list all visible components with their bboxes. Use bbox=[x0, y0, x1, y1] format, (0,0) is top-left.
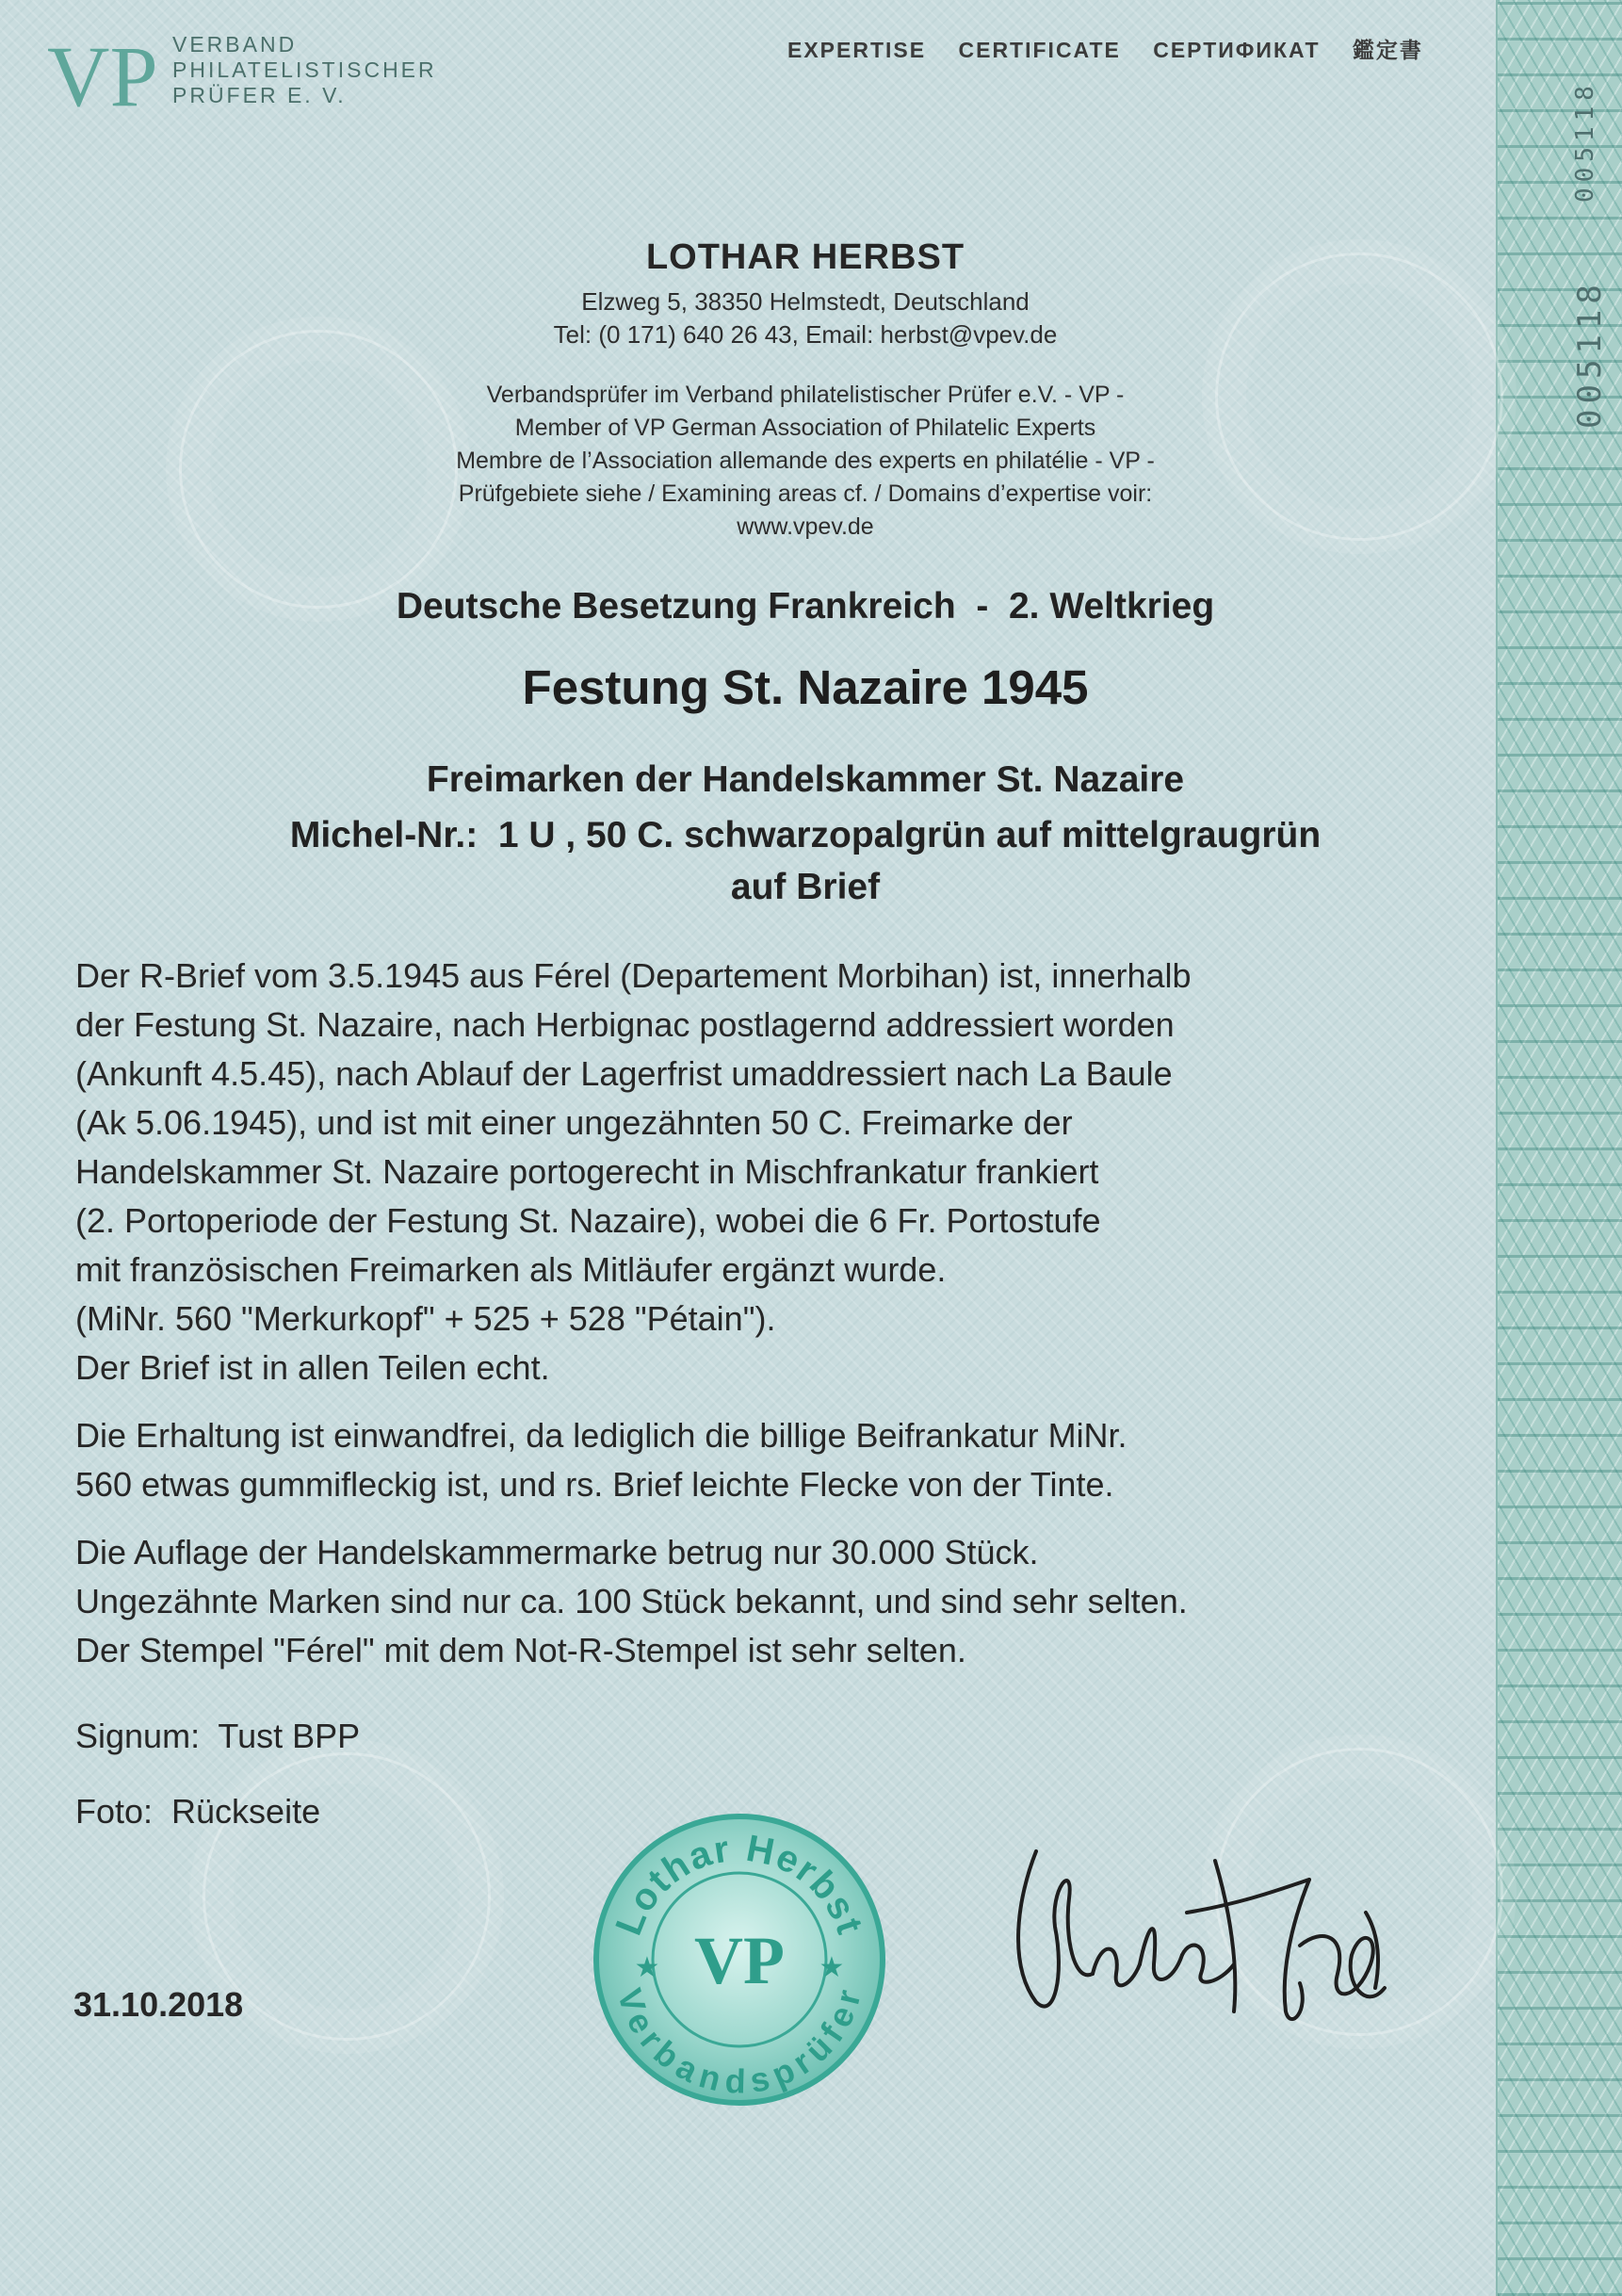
org-name-line: PHILATELISTISCHER bbox=[172, 57, 437, 82]
serial-number-large: 005118 bbox=[1571, 279, 1609, 429]
body-line: Die Erhaltung ist einwandfrei, da lediglich die billige Beifrankatur MiNr. bbox=[75, 1416, 1127, 1455]
body-paragraph bbox=[75, 952, 1488, 1392]
svg-text:VP: VP bbox=[694, 1923, 785, 1998]
body-line: (Ak 5.06.1945), und ist mit einer ungezähnten 50 C. Freimarke der bbox=[75, 1103, 1073, 1142]
org-name-line: VERBAND bbox=[172, 32, 298, 57]
body-line: (MiNr. 560 "Merkurkopf" + 525 + 528 "Pétain"). bbox=[75, 1299, 776, 1338]
svg-text:★: ★ bbox=[634, 1952, 660, 1983]
body-line: Der Brief ist in allen Teilen echt. bbox=[75, 1348, 550, 1387]
cert-label: СЕРТИФИКАТ bbox=[1153, 38, 1321, 62]
body-paragraph bbox=[75, 1411, 1488, 1509]
handwritten-signature bbox=[998, 1823, 1413, 2049]
serial-number-small: 005118 bbox=[1571, 80, 1599, 203]
svg-text:★: ★ bbox=[819, 1952, 845, 1983]
expert-name: LOTHAR HERBST bbox=[645, 237, 965, 277]
signum-line: Signum: Tust BPP bbox=[75, 1717, 361, 1755]
on-cover-label: auf Brief bbox=[730, 867, 881, 907]
org-name-line: PRÜFER E. V. bbox=[172, 83, 347, 107]
body-line: Ungezähnte Marken sind nur ca. 100 Stück bekannt, und sind sehr selten. bbox=[75, 1582, 1188, 1620]
cert-label: EXPERTISE bbox=[787, 38, 927, 62]
membership-line: Membre de l’Association allemande des experts en philatélie - VP - bbox=[456, 448, 1155, 474]
body-line: der Festung St. Nazaire, nach Herbignac postlagernd addressiert worden bbox=[75, 1005, 1175, 1044]
body-line: Handelskammer St. Nazaire portogerecht in Mischfrankatur frankiert bbox=[75, 1152, 1099, 1191]
cert-label: 鑑定書 bbox=[1352, 38, 1423, 62]
body-paragraph bbox=[75, 1528, 1488, 1675]
svg-text:Verbandsprüfer: Verbandsprüfer bbox=[609, 1983, 869, 2101]
body-line: Der R-Brief vom 3.5.1945 aus Férel (Departement Morbihan) ist, innerhalb bbox=[75, 956, 1192, 995]
cert-label: CERTIFICATE bbox=[958, 38, 1121, 62]
organization-name bbox=[172, 32, 437, 108]
body-line: 560 etwas gummifleckig ist, und rs. Brief leichte Flecke von der Tinte. bbox=[75, 1465, 1114, 1504]
membership-line: Prüfgebiete siehe / Examining areas cf. / Domains d’expertise voir: bbox=[458, 480, 1153, 507]
stamp-series: Freimarken der Handelskammer St. Nazaire bbox=[426, 759, 1185, 800]
expert-contact: Tel: (0 171) 640 26 43, Email: herbst@vpev.de bbox=[553, 320, 1058, 349]
hologram-seal bbox=[589, 1809, 890, 2110]
body-line: (Ankunft 4.5.45), nach Ablauf der Lagerfrist umaddressiert nach La Baule bbox=[75, 1054, 1173, 1093]
svg-text:Lothar Herbst: Lothar Herbst bbox=[608, 1827, 871, 1941]
body-line: (2. Portoperiode der Festung St. Nazaire), wobei die 6 Fr. Portostufe bbox=[75, 1201, 1101, 1240]
certificate-date: 31.10.2018 bbox=[73, 1985, 244, 2024]
certificate-title: Festung St. Nazaire 1945 bbox=[522, 660, 1089, 714]
membership-line: Verbandsprüfer im Verband philatelistischer Prüfer e.V. - VP - bbox=[486, 382, 1125, 408]
body-line: Die Auflage der Handelskammermarke betrug nur 30.000 Stück. bbox=[75, 1533, 1039, 1571]
certificate-subject: Deutsche Besetzung Frankreich - 2. Weltkrieg bbox=[396, 586, 1215, 627]
membership-line: Member of VP German Association of Philatelic Experts bbox=[514, 415, 1096, 441]
certificate-type-labels bbox=[787, 33, 1448, 64]
photo-reference: Foto: Rückseite bbox=[75, 1792, 321, 1831]
michel-number: Michel-Nr.: 1 U , 50 C. schwarzopalgrün auf mittelgraugrün bbox=[289, 815, 1322, 855]
vp-logo bbox=[45, 32, 158, 117]
certificate-body bbox=[75, 952, 1488, 1694]
expert-address: Elzweg 5, 38350 Helmstedt, Deutschland bbox=[581, 287, 1030, 316]
svg-text:VP: VP bbox=[47, 32, 158, 117]
website-link: www.vpev.de bbox=[737, 513, 874, 540]
body-line: mit französischen Freimarken als Mitläufer ergänzt wurde. bbox=[75, 1250, 947, 1289]
body-line: Der Stempel "Férel" mit dem Not-R-Stempel ist sehr selten. bbox=[75, 1631, 966, 1669]
